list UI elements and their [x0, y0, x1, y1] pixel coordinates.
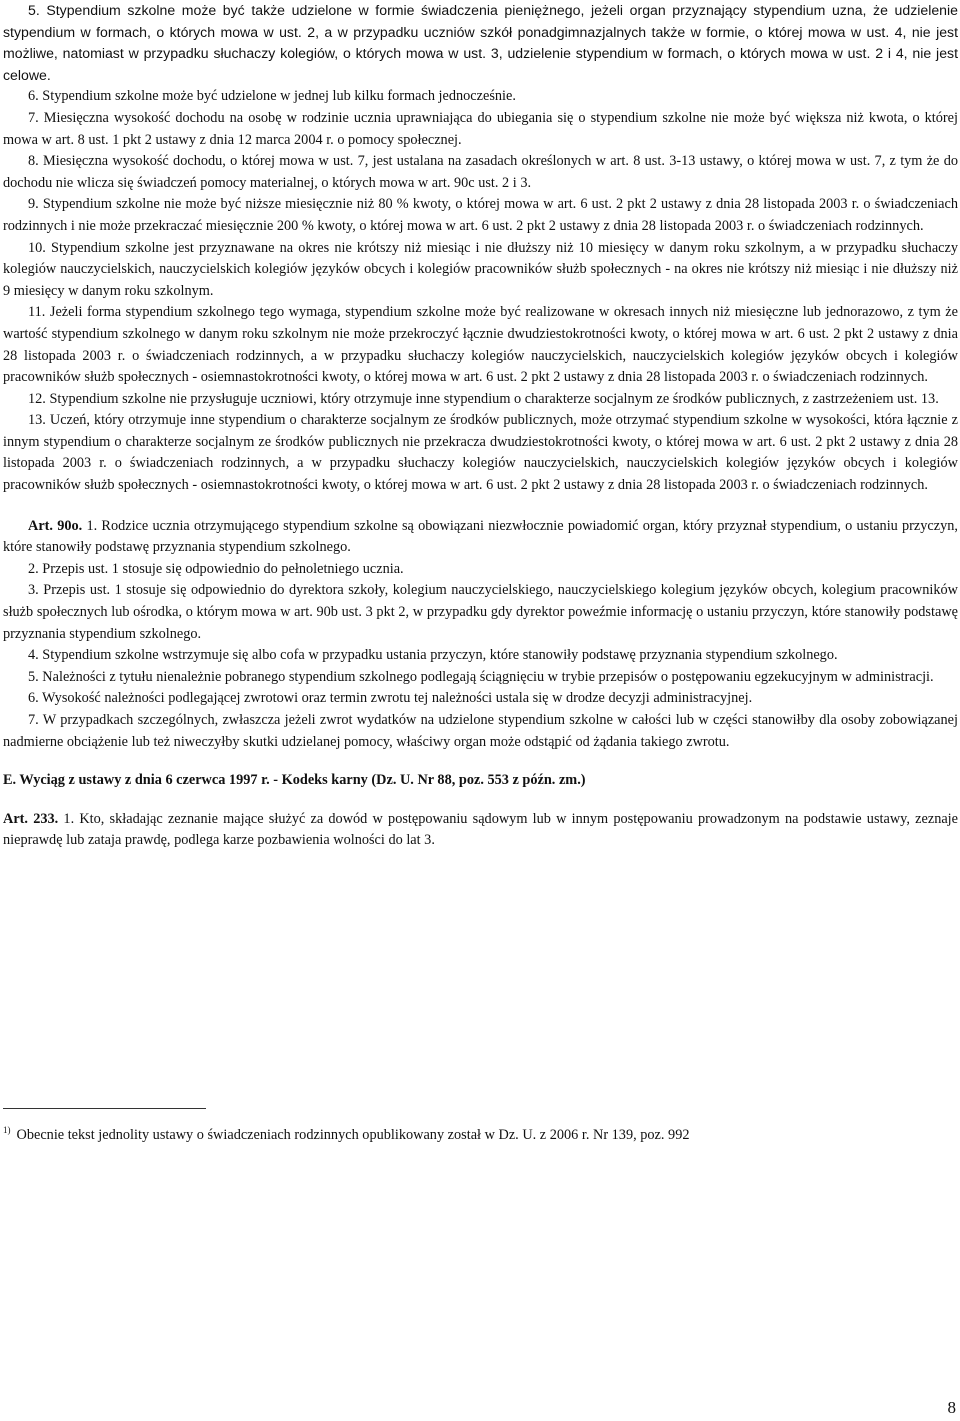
page-number: 8 — [947, 1398, 956, 1417]
paragraph-ust-8: 8. Miesięczna wysokość dochodu, o której mowa w ust. 7, jest ustalana na zasadach określonych w art. 8 ust. 3-13 ustawy, o której mowa w ust. 7, z tym że do dochodu nie wlicza się świadczeń pomocy materialnej, o których mowa w art. 90c ust. 2 i 3. — [3, 153, 958, 191]
art-233-text: 1. Kto, składając zeznanie mające służyć za dowód w postępowaniu sądowym lub w innym postępowaniu prowadzonym na podstawie ustawy, zeznaje nieprawdę lub zataja prawdę, podlega karze pozbawienia wolności do lat 3. — [3, 810, 959, 849]
paragraph-ust-9: 9. Stypendium szkolne nie może być niższe miesięcznie niż 80 % kwoty, o której mowa w art. 6 ust. 2 pkt 2 ustawy z dnia 28 listopada 2003 r. o świadczeniach rodzinnych i nie może przekraczać miesięcznie 200 % kwoty, o której mowa w art. 6 ust. 2 pkt 2 ustawy z dnia 28 listopada 2003 r. o świadczeniach rodzinnych. — [3, 196, 958, 234]
footnote-divider — [3, 1108, 206, 1109]
art-90o-ust-3: 3. Przepis ust. 1 stosuje się odpowiednio do dyrektora szkoły, kolegium nauczycielskiego, nauczycielskiego kolegium języków obcych, kolegium pracowników służb społecznych lub ośrodka, o którym mowa w art. 90b ust. 3 pkt 2, w przypadku gdy dyrektor poweźmie informację o ustaniu przyczyn, które stanowiły podstawę przyznania stypendium szkolnego. — [3, 582, 958, 642]
paragraph-ust-10: 10. Stypendium szkolne jest przyznawane na okres nie krótszy niż miesiąc i nie dłuższy niż 10 miesięcy w danym roku szkolnym, a w przypadku słuchaczy kolegiów nauczycielskich, nauczycielskich kolegiów języków obcych i kolegiów pracowników służb społecznych - na okres nie krótszy niż miesiąc i nie dłuższy niż 9 miesięcy w danym roku szkolnym. — [3, 239, 958, 299]
art-233-label: Art. 233. — [3, 810, 59, 827]
footnote — [3, 1121, 690, 1144]
footnote-marker: 1) — [3, 1125, 11, 1135]
paragraph-ust-7: 7. Miesięczna wysokość dochodu na osobę w rodzinie ucznia uprawniająca do ubiegania się o stypendium szkolne nie może być większa niż kwota, o której mowa w art. 8 ust. 1 pkt 2 ustawy z dnia 12 marca 2004 r. o pomocy społecznej. — [3, 109, 958, 148]
art-90o-ust-4: 4. Stypendium szkolne wstrzymuje się albo cofa w przypadku ustania przyczyn, które stanowiły podstawę przyznania stypendium szkolnego. — [28, 647, 838, 664]
paragraph-ust-12: 12. Stypendium szkolne nie przysługuje uczniowi, który otrzymuje inne stypendium o charakterze socjalnym ze środków publicznych, z zastrzeżeniem ust. 13. — [28, 390, 939, 407]
art-90o-ust-6: 6. Wysokość należności podlegającej zwrotowi oraz termin zwrotu tej należności ustala się w drodze decyzji administracyjnej. — [28, 690, 753, 707]
paragraph-ust-11: 11. Jeżeli forma stypendium szkolnego tego wymaga, stypendium szkolne może być realizowane w okresach innych niż miesięczne lub jednorazowo, z tym że wartość stypendium szkolnego w danym roku szkolnym nie może przekroczyć łącznie dwudziestokrotności kwoty, o której mowa w art. 6 ust. 2 pkt 2 ustawy z dnia 28 listopada 2003 r. o świadczeniach rodzinnych, a w przypadku słuchaczy kolegiów nauczycielskich, nauczycielskich kolegiów języków obcych i kolegiów pracowników służb społecznych - osiemnastokrotności kwoty, o której mowa w art. 6 ust. 2 pkt 2 ustawy z dnia 28 listopada 2003 r. o świadczeniach rodzinnych. — [3, 304, 958, 386]
document-page — [3, 0, 958, 852]
art-90o-ust-1 — [3, 516, 958, 559]
paragraph-ust-13: 13. Uczeń, który otrzymuje inne stypendium o charakterze socjalnym ze środków publicznych, może otrzymać stypendium szkolne w wysokości, która łącznie z innym stypendium o charakterze socjalnym ze środków publicznych nie przekracza dwudziestokrotności kwoty, o której mowa w art. 6 ust. 2 pkt 2 ustawy z dnia 28 listopada 2003 r. o świadczeniach rodzinnych, a w przypadku słuchaczy kolegiów nauczycielskich, nauczycielskich kolegiów języków obcych i kolegiów pracowników służb społecznych - osiemnastokrotności kwoty, o której mowa w art. 6 ust. 2 pkt 2 ustawy z dnia 28 listopada 2003 r. o świadczeniach rodzinnych. — [3, 412, 958, 494]
art-233-paragraph — [3, 809, 958, 852]
art-90o-ust-7: 7. W przypadkach szczególnych, zwłaszcza jeżeli zwrot wydatków na udzielone stypendium szkolne w całości lub w części stanowiłby dla osoby zobowiązanej nadmierne obciążenie lub też niweczyłby skutki udzielanej pomocy, właściwy organ może odstąpić od żądania takiego zwrotu. — [3, 712, 958, 750]
art-90o-label: Art. 90o. — [28, 517, 83, 534]
art-90o-ust-2: 2. Przepis ust. 1 stosuje się odpowiednio do pełnoletniego ucznia. — [28, 560, 404, 577]
art-90o-ust-5: 5. Należności z tytułu nienależnie pobranego stypendium szkolnego podlegają ściągnięciu w trybie przepisów o postępowaniu egzekucyjnym w administracji. — [28, 668, 934, 685]
paragraph-ust-6: 6. Stypendium szkolne może być udzielone w jednej lub kilku formach jednocześnie. — [28, 88, 516, 105]
footnote-text: Obecnie tekst jednolity ustawy o świadczeniach rodzinnych opublikowany został w Dz. U. z 2006 r. Nr 139, poz. 992 — [16, 1127, 690, 1143]
paragraph-ust-5: 5. Stypendium szkolne może być także udzielone w formie świadczenia pieniężnego, jeżeli organ przyznający stypendium uzna, że udzielenie stypendium w formach, o których mowa w ust. 2, a w przypadku uczniów szkół ponadgimnazjalnych także w formie, o której mowa w ust. 4, nie jest możliwe, natomiast w przypadku słuchaczy kolegiów, o których mowa w ust. 3, udzielenie stypendium w formach, o których mowa w ust. 2 i 4, nie jest celowe. — [3, 2, 958, 83]
section-heading-kodeks-karny: E. Wyciąg z ustawy z dnia 6 czerwca 1997 r. - Kodeks karny (Dz. U. Nr 88, poz. 553 z późn. zm.) — [3, 772, 586, 789]
art-90o-ust-1-text: 1. Rodzice ucznia otrzymującego stypendium szkolne są obowiązani niezwłocznie powiadomić organ, który przyznał stypendium, o ustaniu przyczyn, które stanowiły podstawę przyznania stypendium szkolnego. — [3, 517, 958, 556]
